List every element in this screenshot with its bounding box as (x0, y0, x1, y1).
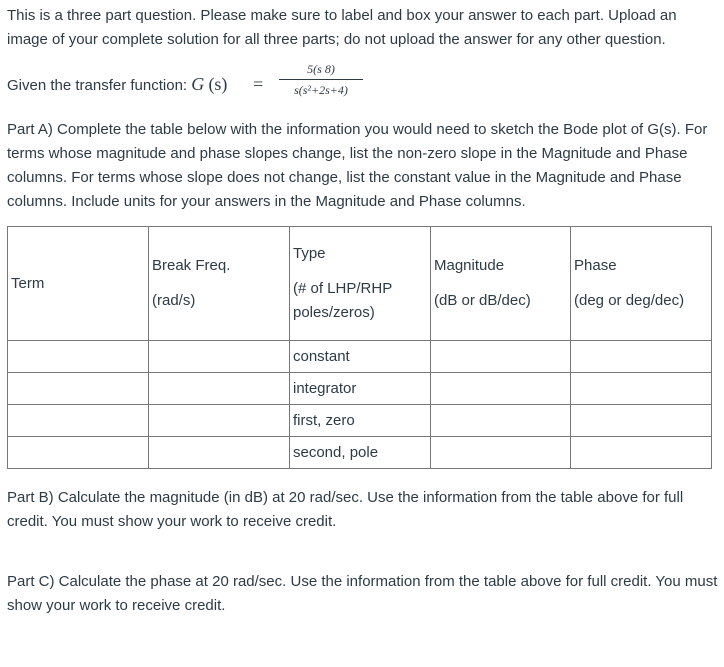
header-phase-line: Phase (574, 257, 617, 274)
function-name: G (191, 74, 205, 94)
break-freq-cell[interactable] (149, 373, 290, 405)
header-magnitude-unit: (dB or dB/dec) (434, 292, 531, 309)
phase-cell[interactable] (571, 405, 712, 437)
phase-cell[interactable] (571, 373, 712, 405)
type-cell: constant (290, 341, 431, 373)
table-row (8, 373, 712, 405)
bode-table (7, 226, 712, 469)
break-freq-cell[interactable] (149, 341, 290, 373)
equals-sign: = (253, 74, 264, 94)
header-term (8, 227, 149, 341)
table-header-row (8, 227, 712, 341)
header-term-line: Term (11, 274, 45, 292)
fraction-numerator: 5(s 8) (307, 62, 335, 76)
phase-cell[interactable] (571, 437, 712, 469)
header-break-freq-line: Break Freq. (152, 257, 231, 274)
header-phase (571, 227, 712, 341)
transfer-function-line (7, 62, 719, 106)
table-row (8, 405, 712, 437)
type-cell: first, zero (290, 405, 431, 437)
magnitude-cell[interactable] (431, 341, 571, 373)
header-type (290, 227, 431, 341)
header-phase-unit: (deg or deg/dec) (574, 292, 685, 309)
header-magnitude-line: Magnitude (434, 257, 505, 274)
transfer-function-fraction (279, 62, 363, 97)
table-row (8, 437, 712, 469)
header-break-freq (149, 227, 290, 341)
magnitude-cell[interactable] (431, 405, 571, 437)
magnitude-cell[interactable] (431, 437, 571, 469)
term-cell[interactable] (8, 437, 149, 469)
part-c-instructions: Part C) Calculate the phase at 20 rad/sec. Use the information from the table above for full credit. You must show your work to receive credit. (7, 573, 718, 614)
header-magnitude (431, 227, 571, 341)
function-variable: (s) (208, 74, 228, 94)
phase-cell[interactable] (571, 341, 712, 373)
type-cell: second, pole (290, 437, 431, 469)
header-type-line-2: (# of LHP/RHP (293, 280, 393, 297)
break-freq-cell[interactable] (149, 437, 290, 469)
header-type-line: Type (293, 245, 326, 262)
given-label (7, 72, 227, 98)
part-a-instructions: Part A) Complete the table below with the information you would need to sketch the Bode plot of G(s). For terms whose magnitude and phase slopes change, list the non-zero slope in the Magnitude and Phase columns. For terms whose slope does not change, list the constant value in the Magnitude and Phase columns. Include units for your answers in the Magnitude and Phase columns. (7, 121, 708, 210)
fraction-denominator: s(s²+2s+4) (294, 83, 348, 97)
term-cell[interactable] (8, 373, 149, 405)
header-break-freq-unit: (rad/s) (152, 292, 196, 309)
break-freq-cell[interactable] (149, 405, 290, 437)
given-label-text: Given the transfer function: (7, 77, 192, 94)
term-cell[interactable] (8, 405, 149, 437)
term-cell[interactable] (8, 341, 149, 373)
intro-paragraph: This is a three part question. Please make sure to label and box your answer to each part. Upload an image of your complete solution for all three parts; do not upload the answer for any other question. (7, 7, 677, 48)
part-b-instructions: Part B) Calculate the magnitude (in dB) at 20 rad/sec. Use the information from the table above for full credit. You must show your work to receive credit. (7, 489, 684, 530)
header-type-line-3: poles/zeros) (293, 304, 375, 321)
magnitude-cell[interactable] (431, 373, 571, 405)
table-row (8, 341, 712, 373)
type-cell: integrator (290, 373, 431, 405)
